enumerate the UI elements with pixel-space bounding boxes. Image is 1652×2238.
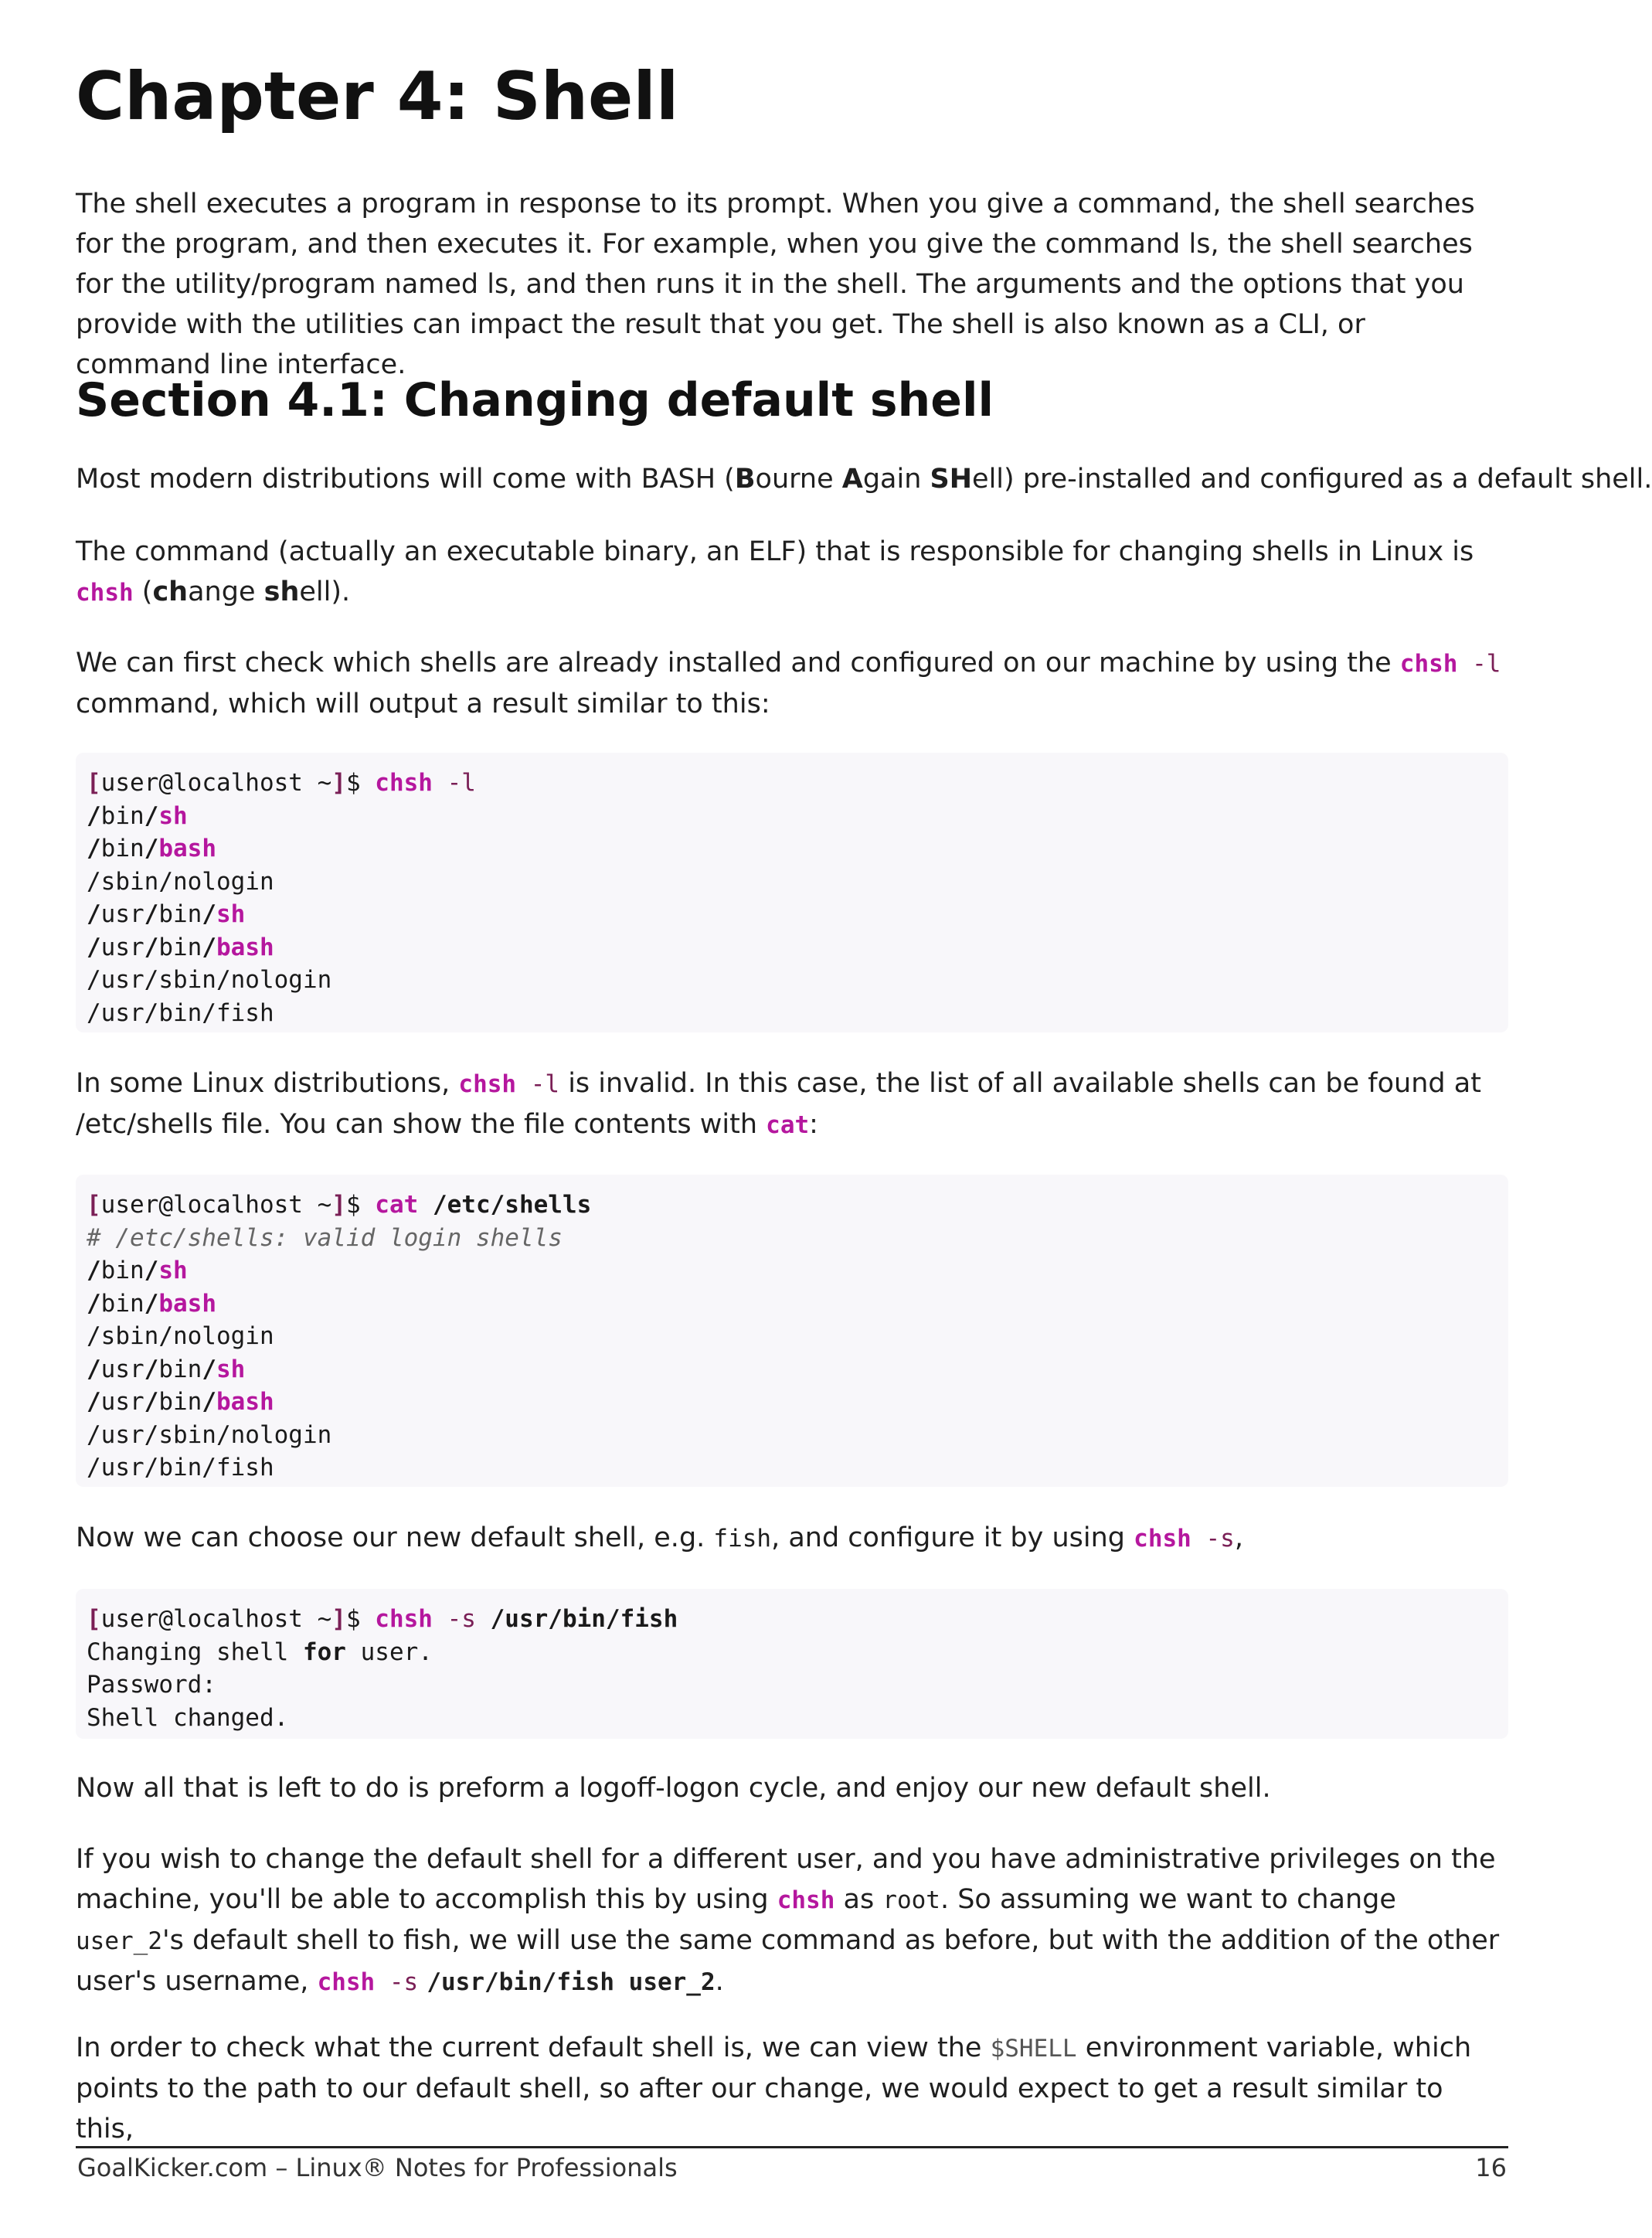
- code-line: /usr/sbin/nologin: [87, 966, 332, 994]
- footer-source: GoalKicker.com – Linux® Notes for Professionals: [77, 2153, 678, 2182]
- paragraph-bash-default: Most modern distributions will come with BASH (Bourne Again SHell) pre-installed and configured as a default shell.: [76, 464, 1652, 495]
- code-line: Password:: [87, 1671, 216, 1699]
- code-line: /sbin/nologin: [87, 867, 274, 896]
- code-line-prompt: [user@localhost ~]$ chsh -s /usr/bin/fish: [87, 1605, 678, 1633]
- code-line: Shell changed.: [87, 1703, 289, 1732]
- code-line-prompt: [user@localhost ~]$ cat /etc/shells: [87, 1191, 592, 1219]
- code-comment: # /etc/shells: valid login shells: [87, 1223, 563, 1252]
- intro-paragraph: The shell executes a program in response to its prompt. When you give a command, the shell searches for the program, and then executes it. For example, when you give the command ls, the shell searches for the utility/program named ls, and then runs it in the shell. The arguments and the options that you provide with the utilities can impact the result that you get. The shell is also known as a CLI, or command line interface.: [76, 189, 1475, 380]
- code-line: /bin/bash: [87, 835, 216, 862]
- code-line: Changing shell for user.: [87, 1638, 433, 1666]
- paragraph-other-user: If you wish to change the default shell for a different user, and you have administrative privileges on the machine, you'll be able to accomplish this by using chsh as root. So assuming we want to change user_2's default shell to fish, we will use the same command as before, but with the addition of the other user's username, chsh -s /usr/bin/fish user_2.: [76, 1844, 1500, 1997]
- paragraph-logoff-logon: Now all that is left to do is preform a logoff-logon cycle, and enjoy our new default shell.: [76, 1773, 1271, 1804]
- code-line: /bin/sh: [87, 801, 188, 830]
- code-line: /usr/bin/bash: [87, 1388, 274, 1416]
- paragraph-chsh-intro: The command (actually an executable binary, an ELF) that is responsible for changing shells in Linux is chsh (change shell).: [76, 536, 1474, 607]
- section-title: Section 4.1: Changing default shell: [76, 373, 994, 427]
- code-block-chsh-set: [76, 1589, 1508, 1739]
- code-line: /usr/bin/sh: [87, 900, 246, 928]
- code-line: /sbin/nologin: [87, 1322, 274, 1350]
- code-line-prompt: [user@localhost ~]$ chsh -l: [87, 769, 476, 797]
- code-line: /usr/bin/fish: [87, 998, 274, 1027]
- paragraph-etc-shells: In some Linux distributions, chsh -l is invalid. In this case, the list of all available shells can be found at /etc/shells file. You can show the file contents with cat:: [76, 1068, 1481, 1140]
- code-line: /bin/sh: [87, 1257, 188, 1284]
- code-line: /usr/bin/sh: [87, 1355, 246, 1383]
- paragraph-check-shells: We can first check which shells are already installed and configured on our machine by using the chsh -l command, which will output a result similar to this:: [76, 648, 1501, 719]
- page-number: 16: [1475, 2153, 1507, 2182]
- code-line: /bin/bash: [87, 1289, 216, 1318]
- code-block-cat-shells: [76, 1175, 1508, 1487]
- paragraph-choose-shell: Now we can choose our new default shell, e.g. fish, and configure it by using chsh -s,: [76, 1522, 1243, 1553]
- code-line: /usr/bin/fish: [87, 1454, 274, 1481]
- code-line: /usr/bin/bash: [87, 933, 274, 961]
- paragraph-shell-variable: In order to check what the current default shell is, we can view the $SHELL environment variable, which points to the path to our default shell, so after our change, we would expect to get a result similar to this,: [76, 2032, 1472, 2144]
- chapter-title: Chapter 4: Shell: [76, 58, 679, 135]
- footer-divider: [76, 2146, 1508, 2148]
- code-block-chsh-list: [76, 753, 1508, 1032]
- code-line: /usr/sbin/nologin: [87, 1420, 332, 1449]
